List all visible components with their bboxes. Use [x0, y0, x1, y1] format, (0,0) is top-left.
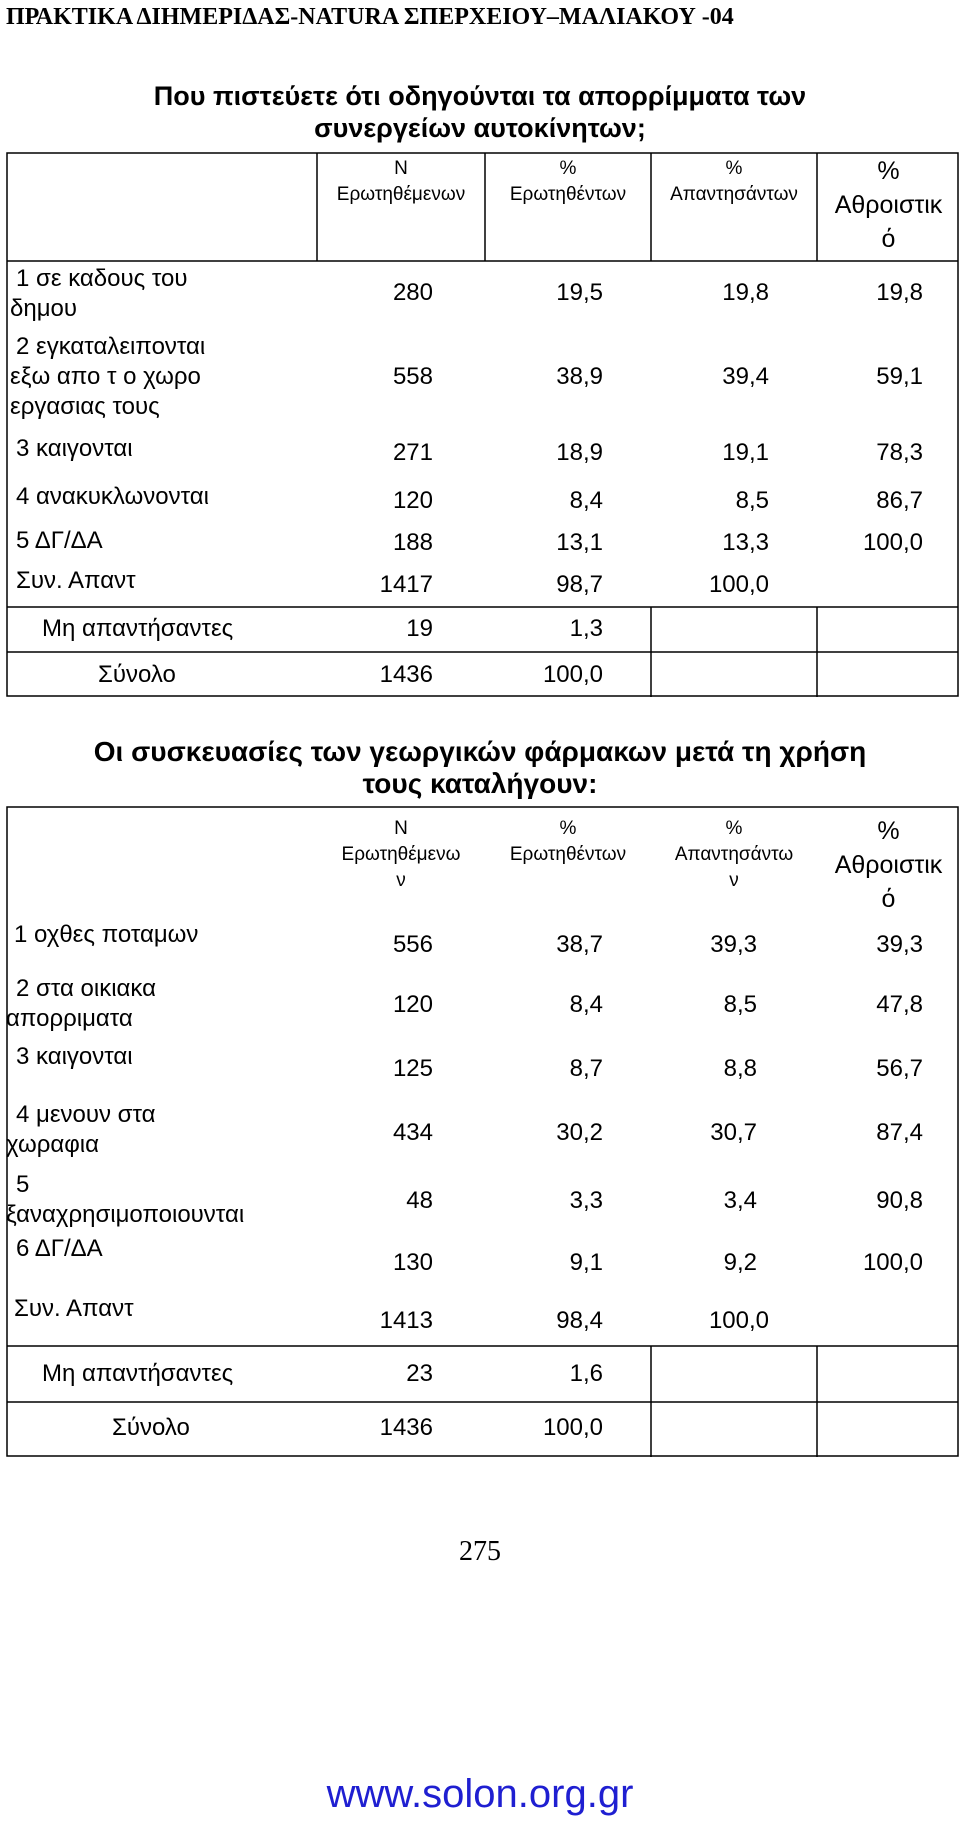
table1-total-answered-n: 1417 [379, 571, 433, 598]
table1-total-answered-pct-answered: 100,0 [708, 571, 769, 598]
table1-row2-pct-cumulative: 59,1 [876, 363, 923, 390]
table2-total-answered-n: 1413 [379, 1307, 433, 1334]
table2-title-line2: τους καταλήγουν: [362, 768, 598, 799]
table2-row2-pct-answered: 8,5 [723, 991, 757, 1018]
table2-row1-pct-asked: 38,7 [556, 931, 603, 958]
table2-row2-n: 120 [392, 991, 433, 1018]
table2-header-pct-cumulative: % Αθροιστικ ό [834, 817, 943, 913]
table1-row5-pct-answered: 13,3 [722, 529, 769, 556]
table2-no-answer-n: 23 [406, 1360, 433, 1387]
table1-row3-pct-asked: 18,9 [556, 439, 603, 466]
table1-header-n: Ν Ερωτηθέμενων [336, 158, 466, 205]
table2-row4-pct-cumulative: 87,4 [876, 1119, 923, 1146]
footer-url-link[interactable]: www.solon.org.gr [326, 1772, 634, 1816]
table2-row2-pct-asked: 8,4 [569, 991, 603, 1018]
table1-row1-pct-asked: 19,5 [556, 279, 603, 306]
table1-row3-pct-cumulative: 78,3 [876, 439, 923, 466]
table1-row1-pct-cumulative: 19,8 [876, 279, 923, 306]
table1-title-line1: Που πιστεύετε ότι οδηγούνται τα απορρίμματα των [153, 81, 807, 111]
table2-row6-pct-asked: 9,1 [569, 1249, 603, 1276]
table2-row1-n: 556 [392, 931, 433, 958]
table2-row4-label: 4 μενουν στα χωραφια [6, 1101, 156, 1158]
table1-header-pct-cumulative: % Αθροιστικ ό [834, 157, 943, 253]
table1-total-pct: 100,0 [542, 661, 603, 688]
table1-row5-pct-asked: 13,1 [556, 529, 603, 556]
table2-row1-pct-answered: 39,3 [710, 931, 757, 958]
table2 [6, 806, 960, 1457]
table2-header-n: Ν Ερωτηθέμενω ν [341, 818, 461, 891]
table1-no-answer-n: 19 [406, 615, 433, 642]
table1-row2-pct-answered: 39,4 [722, 363, 769, 390]
table2-title [0, 736, 960, 800]
table2-row5-label: 5 ξαναχρησιμοποιουνται [6, 1171, 245, 1228]
table2-no-answer-pct: 1,6 [569, 1360, 603, 1387]
table2-row6-pct-cumulative: 100,0 [862, 1249, 923, 1276]
table1-row2-label: 2 εγκαταλειπονται εξω απο τ ο χωρο εργασιας τους [10, 333, 206, 420]
table1-title-line2: συνεργείων αυτοκίνητων; [314, 113, 646, 143]
table1-row1-pct-answered: 19,8 [722, 279, 769, 306]
table2-total-answered-label: Συν. Απαντ [14, 1295, 134, 1322]
table2-header-pct-asked: % Ερωτηθέντων [509, 818, 627, 865]
table2-row4-pct-asked: 30,2 [556, 1119, 603, 1146]
table1-total-n: 1436 [379, 661, 433, 688]
table1-row3-label: 3 καιγονται [16, 435, 133, 462]
table2-total-pct: 100,0 [542, 1414, 603, 1441]
table1-row5-label: 5 ΔΓ/ΔΑ [16, 527, 103, 554]
table2-row4-n: 434 [392, 1119, 433, 1146]
table1-no-answer-label: Μη απαντήσαντες [42, 615, 234, 642]
table2-row3-pct-answered: 8,8 [723, 1055, 757, 1082]
table1-row1-label: 1 σε καδους του δημου [10, 265, 188, 322]
table2-header-pct-answered: % Απαντησάντω ν [674, 818, 794, 891]
table2-row5-pct-asked: 3,3 [569, 1187, 603, 1214]
table1-row1-n: 280 [392, 279, 433, 306]
table2-row3-n: 125 [392, 1055, 433, 1082]
table2-row1-label: 1 οχθες ποταμων [14, 921, 199, 948]
table1-row5-pct-cumulative: 100,0 [862, 529, 923, 556]
table2-row4-pct-answered: 30,7 [710, 1119, 757, 1146]
table2-row6-n: 130 [392, 1249, 433, 1276]
table2-row5-pct-cumulative: 90,8 [876, 1187, 923, 1214]
table1-title [0, 80, 960, 144]
table1-row2-pct-asked: 38,9 [556, 363, 603, 390]
table1-row4-pct-asked: 8,4 [569, 487, 603, 514]
table1-row4-pct-answered: 8,5 [735, 487, 769, 514]
table2-row1-pct-cumulative: 39,3 [876, 931, 923, 958]
table1-row5-n: 188 [392, 529, 433, 556]
table1-row4-pct-cumulative: 86,7 [876, 487, 923, 514]
table1-no-answer-pct: 1,3 [569, 615, 603, 642]
table2-row2-label: 2 στα οικιακα απορριματα [6, 975, 156, 1032]
table1-row3-pct-answered: 19,1 [722, 439, 769, 466]
table1-row4-n: 120 [392, 487, 433, 514]
table2-row5-n: 48 [406, 1187, 433, 1214]
table2-row6-pct-answered: 9,2 [723, 1249, 757, 1276]
running-head: ΠΡΑΚΤΙΚΑ ΔΙΗΜΕΡΙΔΑΣ-NATURA ΣΠΕΡΧΕΙΟΥ–ΜΑΛΙΑΚΟΥ -04 [6, 4, 734, 30]
table2-total-n: 1436 [379, 1414, 433, 1441]
table2-total-answered-pct-asked: 98,4 [556, 1307, 603, 1334]
table1-header-pct-asked: % Ερωτηθέντων [509, 158, 627, 205]
table1-total-answered-label: Συν. Απαντ [16, 567, 136, 594]
table2-row3-pct-cumulative: 56,7 [876, 1055, 923, 1082]
table1-row2-n: 558 [392, 363, 433, 390]
page-number: 275 [459, 1536, 501, 1567]
table1-total-answered-pct-asked: 98,7 [556, 571, 603, 598]
table1-header-pct-answered: % Απαντησάντων [670, 158, 798, 205]
table2-total-label: Σύνολο [112, 1414, 190, 1441]
table2-row5-pct-answered: 3,4 [723, 1187, 757, 1214]
table2-row2-pct-cumulative: 47,8 [876, 991, 923, 1018]
table1-row3-n: 271 [392, 439, 433, 466]
table2-row6-label: 6 ΔΓ/ΔΑ [16, 1235, 103, 1262]
table1-total-label: Σύνολο [98, 661, 176, 688]
table1-row4-label: 4 ανακυκλωνονται [16, 483, 209, 510]
table2-no-answer-label: Μη απαντήσαντες [42, 1360, 234, 1387]
table2-row3-label: 3 καιγονται [16, 1043, 133, 1070]
table1 [6, 152, 960, 697]
table2-title-line1: Οι συσκευασίες των γεωργικών φάρμακων μετά τη χρήση [93, 736, 867, 767]
table2-total-answered-pct-answered: 100,0 [708, 1307, 769, 1334]
table2-row3-pct-asked: 8,7 [569, 1055, 603, 1082]
